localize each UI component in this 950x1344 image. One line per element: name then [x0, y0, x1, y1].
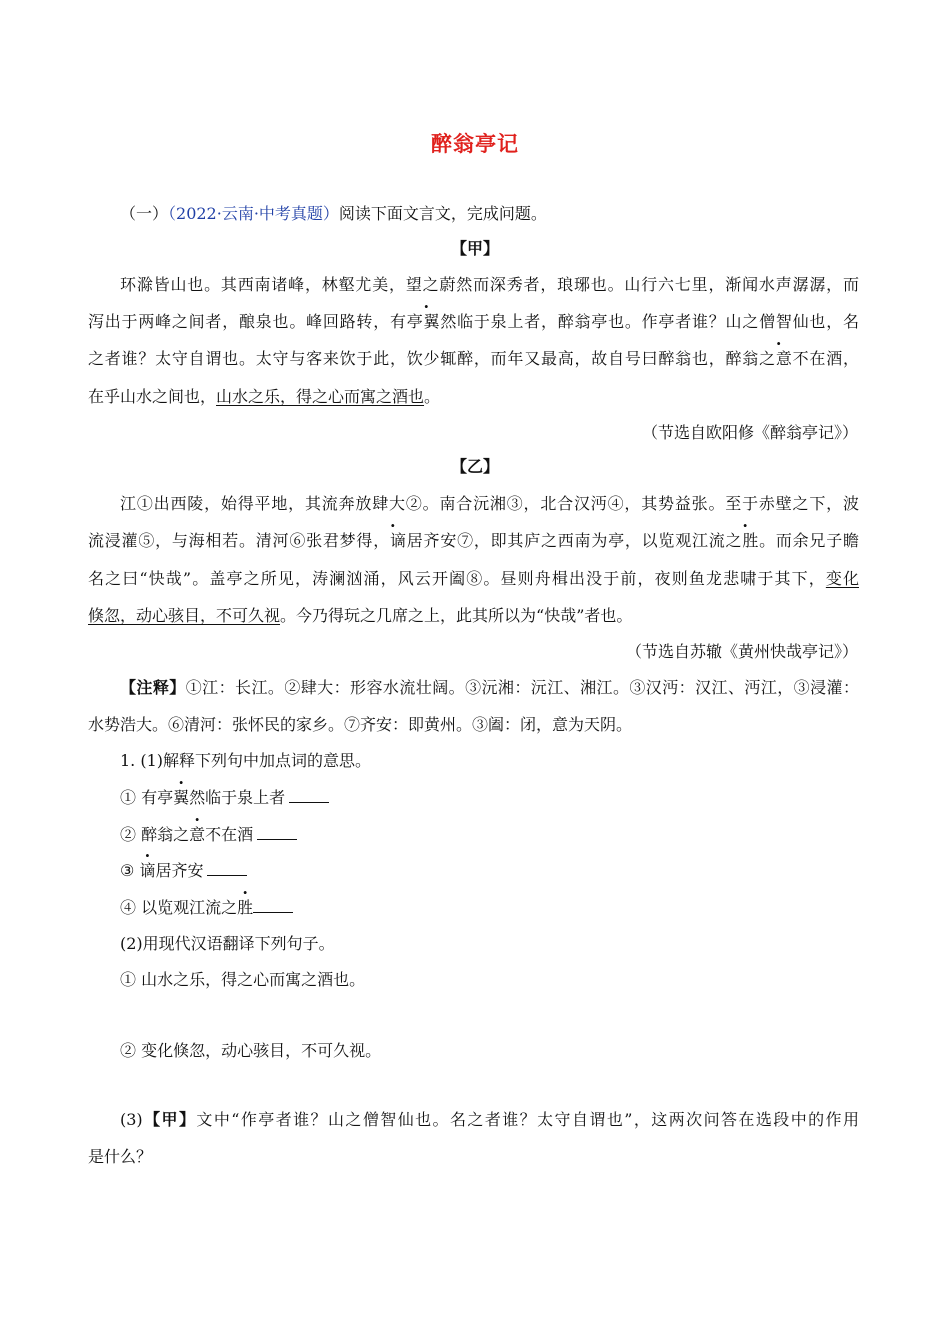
yi-line-1: 江①出西陵，始得平地，其流奔放肆大②。南合沅湘③，北合汉沔④，其势益张。至于赤壁之下，波: [120, 494, 859, 513]
yi-line-2-c: 。而余兄子瞻: [758, 531, 859, 550]
question-1-item-4: [120, 897, 293, 919]
q1-4-dot-word: 胜: [237, 898, 254, 917]
intro-line: [120, 203, 547, 225]
yi-line-4-b: 。今乃得玩之几席之上，此其所以为“快哉”者也。: [280, 606, 633, 625]
yi-underlined-end: 倏忽，动心骇目，不可久视: [88, 606, 281, 625]
jia-line-2-a: 泻出于两峰之间者，酿泉也。峰回路转，有亭: [88, 312, 424, 331]
yi-dot-word-zhe: 谪: [389, 531, 406, 550]
answer-blank-4[interactable]: [253, 897, 293, 913]
jia-line-4: [88, 386, 440, 408]
question-1-item-1: [120, 787, 329, 809]
jia-dot-word-yi-meaning: 意: [775, 349, 792, 368]
yi-line-4: [88, 605, 632, 627]
q3-number: (3): [120, 1110, 143, 1129]
question-2-item-2: ② 变化倏忽，动心骇目，不可久视。: [120, 1041, 382, 1060]
jia-line-4-b: 。: [424, 387, 441, 406]
question-2-item-1: ① 山水之乐，得之心而寓之酒也。: [120, 970, 366, 989]
question-1-item-3: [120, 860, 247, 882]
intro-number: （一）: [120, 204, 169, 223]
jia-dot-word-yi: 翼: [423, 312, 440, 331]
page-title: 醉翁亭记: [431, 131, 519, 156]
yi-underlined-start: 变化: [825, 569, 859, 588]
intro-source: （2022·云南·中考真题）: [168, 204, 339, 223]
q1-2-dot-word: 意: [189, 825, 206, 844]
jia-line-2-b: 然临于泉上者，醉翁亭也。作亭者谁？山之僧智仙也，名: [439, 312, 859, 331]
q1-3-dot-word: 谪: [139, 861, 156, 880]
jia-line-4-a: 在乎山水之间也，: [88, 387, 217, 406]
intro-text: 阅读下面文言文，完成问题。: [338, 204, 547, 223]
q1-4-a: ④ 以览观江流之: [120, 898, 238, 917]
question-3-line-2: 是什么？: [88, 1147, 153, 1166]
question-1-title: 1. (1)解释下列句中加点词的意思。: [120, 751, 372, 770]
answer-blank-3[interactable]: [207, 860, 247, 876]
q1-1-dot-word: 翼: [173, 788, 190, 807]
q3-bracket: 【甲】: [142, 1110, 197, 1129]
notes-line-1-text: ①江：长江。②肆大：形容水流壮阔。③沅湘：沅江、湘江。③汉沔：汉江、沔江，③浸灌：: [185, 678, 859, 697]
question-1-item-2: [120, 824, 297, 846]
notes-line-1: [120, 677, 859, 699]
yi-source: （节选自苏辙《黄州快哉亭记》）: [625, 642, 858, 661]
q1-2-b: 不在酒: [205, 825, 254, 844]
jia-line-2: [88, 311, 859, 333]
answer-blank-2[interactable]: [257, 824, 297, 840]
jia-source: （节选自欧阳修《醉翁亭记》）: [641, 423, 858, 442]
jia-line-1: 环滁皆山也。其西南诸峰，林壑尤美，望之蔚然而深秀者，琅琊也。山行六七里，渐闻水声潺潺，而: [120, 275, 859, 294]
q3-line-1-text: 文中“作亭者谁？山之僧智仙也。名之者谁？太守自谓也”，这两次问答在选段中的作用: [196, 1110, 859, 1129]
q1-3-b: 居齐安: [155, 861, 204, 880]
q1-2-a: ② 醉翁之: [120, 825, 190, 844]
jia-line-3-b: 不在酒，: [791, 349, 859, 368]
q1-1-a: ① 有亭: [120, 788, 174, 807]
yi-line-2: [88, 530, 859, 552]
yi-line-2-b: 居齐安⑦，即其庐之西南为亭，以览观江流之: [406, 531, 743, 550]
yi-dot-word-sheng: 胜: [742, 531, 759, 550]
answer-blank-1[interactable]: [289, 787, 329, 803]
yi-line-3: [88, 568, 859, 590]
jia-heading: 【甲】: [450, 239, 499, 258]
yi-line-3-a: 名之曰“快哉”。盖亭之所见，涛澜汹涌，风云开阖⑧。昼则舟楫出没于前，夜则鱼龙悲啸于其下，: [88, 569, 826, 588]
notes-label: 【注释】: [120, 678, 186, 697]
question-3-line-1: [120, 1109, 859, 1131]
q1-3-a: ③: [120, 861, 140, 880]
jia-line-3: [88, 348, 859, 370]
yi-heading: 【乙】: [450, 457, 499, 476]
jia-underlined-sentence: 山水之乐，得之心而寓之酒也: [216, 387, 425, 406]
q1-1-b: 然临于泉上者: [189, 788, 286, 807]
question-2-title: (2)用现代汉语翻译下列句子。: [120, 934, 335, 953]
jia-line-3-a: 之者谁？太守自谓也。太守与客来饮于此，饮少辄醉，而年又最高，故自号曰醉翁也，醉翁之: [88, 349, 776, 368]
yi-line-2-a: 流浸灌⑤，与海相若。清河⑥张君梦得，: [88, 531, 390, 550]
notes-line-2: 水势浩大。⑥清河：张怀民的家乡。⑦齐安：即黄州。③阖：闭，意为天阴。: [88, 715, 633, 734]
